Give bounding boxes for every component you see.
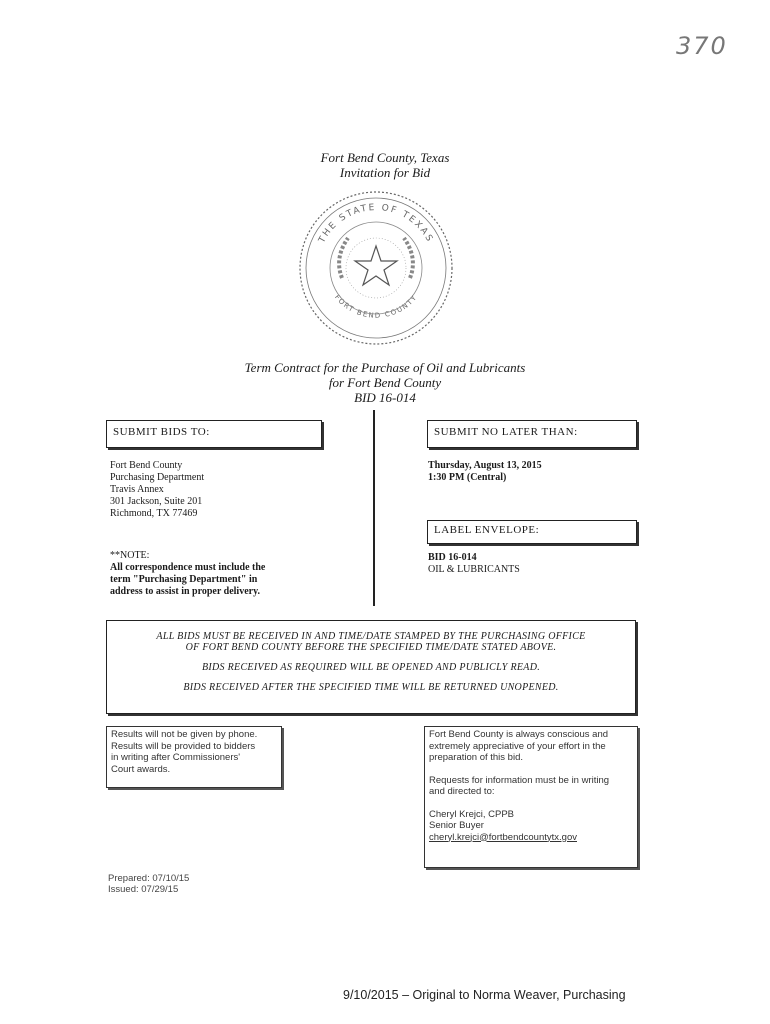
results-line: in writing after Commissioners' xyxy=(111,752,241,763)
buyer-name: Cheryl Krejci, CPPB xyxy=(429,808,514,820)
deadline-details xyxy=(428,460,542,484)
address-line: Richmond, TX 77469 xyxy=(110,508,198,519)
deadline-time: 1:30 PM (Central) xyxy=(428,472,507,483)
notice-line: OF FORT BEND COUNTY BEFORE THE SPECIFIED TIME/DATE STATED ABOVE. xyxy=(185,642,557,653)
issued-date: Issued: 07/29/15 xyxy=(108,884,179,895)
notice-line: ALL BIDS MUST BE RECEIVED IN AND TIME/DATE STAMPED BY THE PURCHASING OFFICE xyxy=(156,631,586,642)
column-divider xyxy=(373,410,375,606)
deadline-box xyxy=(427,420,637,448)
buyer-email-link[interactable]: cheryl.krejci@fortbendcountytx.gov xyxy=(429,831,577,843)
results-box xyxy=(106,726,282,788)
bid-number: BID 16-014 xyxy=(354,390,416,405)
document-type: Invitation for Bid xyxy=(339,165,431,180)
prepared-issued xyxy=(108,873,189,895)
results-line: Results will be provided to bidders xyxy=(111,740,256,752)
deadline-label: SUBMIT NO LATER THAN: xyxy=(434,426,578,438)
results-line: Court awards. xyxy=(111,763,171,775)
requests-line: and directed to: xyxy=(429,786,495,797)
appreciation-line: Fort Bend County is always conscious and xyxy=(429,729,609,740)
address-line: Purchasing Department xyxy=(110,472,205,483)
contract-title: Term Contract for the Purchase of Oil and Lubricants xyxy=(244,360,526,375)
buyer-title: Senior Buyer xyxy=(429,820,484,831)
note-text: All correspondence must include the xyxy=(110,562,266,573)
note-text: address to assist in proper delivery. xyxy=(110,586,261,597)
note-text: term "Purchasing Department" in xyxy=(110,574,258,585)
note-label: **NOTE: xyxy=(110,550,150,561)
contract-subtitle: for Fort Bend County xyxy=(328,375,442,390)
county-title: Fort Bend County, Texas xyxy=(320,150,450,165)
contact-box xyxy=(424,726,638,868)
note-block xyxy=(110,550,265,598)
label-envelope-label: LABEL ENVELOPE: xyxy=(434,524,540,536)
submit-bids-box xyxy=(106,420,322,448)
notice-line: BIDS RECEIVED AFTER THE SPECIFIED TIME WILL BE RETURNED UNOPENED. xyxy=(183,682,559,693)
address-line: Fort Bend County xyxy=(110,460,183,471)
prepared-date: Prepared: 07/10/15 xyxy=(108,873,190,884)
bid-notice xyxy=(106,620,636,714)
address-line: 301 Jackson, Suite 201 xyxy=(110,496,203,507)
page-number: 370 xyxy=(676,32,728,60)
svg-text:THE STATE OF TEXAS xyxy=(317,203,435,246)
seal-lower-legend: FORT BEND COUNTY xyxy=(332,293,420,320)
deadline-date: Thursday, August 13, 2015 xyxy=(428,460,542,471)
submit-address xyxy=(110,460,204,520)
notice-line: BIDS RECEIVED AS REQUIRED WILL BE OPENED AND PUBLICLY READ. xyxy=(201,662,541,673)
seal-legend: THE STATE OF TEXAS xyxy=(317,202,435,245)
svg-text:FORT BEND COUNTY xyxy=(333,293,419,320)
address-line: Travis Annex xyxy=(110,484,164,495)
county-seal xyxy=(296,188,456,348)
requests-line: Requests for information must be in writing xyxy=(429,774,610,786)
envelope-bid: BID 16-014 xyxy=(428,552,477,563)
footer-note: 9/10/2015 – Original to Norma Weaver, Purchasing xyxy=(343,988,626,1002)
appreciation-line: preparation of this bid. xyxy=(429,752,524,763)
envelope-desc: OIL & LUBRICANTS xyxy=(428,564,520,575)
submit-bids-label: SUBMIT BIDS TO: xyxy=(113,426,210,438)
envelope-details xyxy=(428,552,520,576)
appreciation-line: extremely appreciative of your effort in the xyxy=(429,740,606,752)
label-envelope-box xyxy=(427,520,637,544)
results-line: Results will not be given by phone. xyxy=(111,729,258,740)
